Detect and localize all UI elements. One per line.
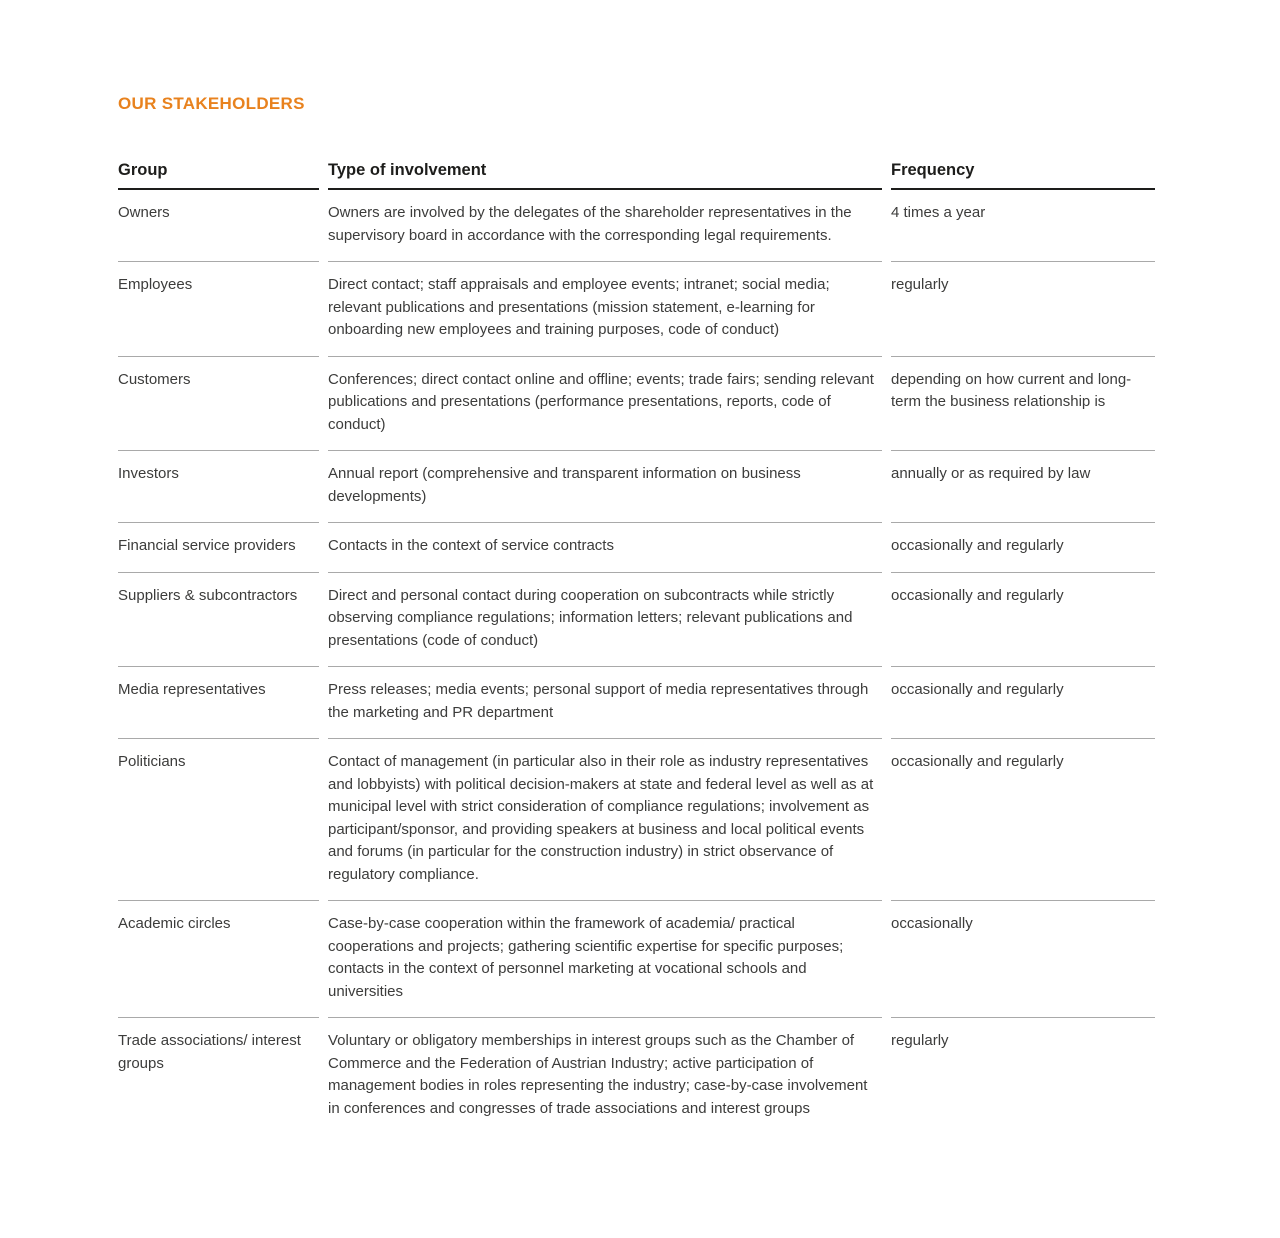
frequency-cell: occasionally and regularly [891, 523, 1155, 573]
group-cell: Financial service providers [118, 523, 319, 573]
page-title: OUR STAKEHOLDERS [118, 94, 305, 113]
group-cell: Suppliers & subcontractors [118, 573, 319, 668]
frequency-cell: 4 times a year [891, 190, 1155, 262]
involvement-cell: Owners are involved by the delegates of the shareholder representatives in the supervisory board in accordance with the corresponding legal requirements. [328, 190, 882, 262]
table-row [118, 573, 1155, 668]
table-row [118, 357, 1155, 452]
involvement-cell: Contact of management (in particular also in their role as industry representatives and lobbyists) with political decision-makers at state and federal level as well as at municipal level with strict consideration of compliance regulations; involvement as participant/sponsor, and providing speakers at business and local political events and forums (in particular for the construction industry) in strict observance of regulatory compliance. [328, 739, 882, 901]
involvement-cell: Voluntary or obligatory memberships in interest groups such as the Chamber of Commerce and the Federation of Austrian Industry; active participation of management bodies in roles representing the industry; case-by-case involvement in conferences and congresses of trade associations and interest groups [328, 1032, 868, 1117]
table-row [118, 451, 1155, 523]
frequency-cell: occasionally and regularly [891, 573, 1155, 668]
table-row [118, 190, 1155, 262]
table-header-row [118, 146, 1155, 190]
column-header-frequency: Frequency [891, 146, 1155, 190]
frequency-cell: occasionally and regularly [891, 667, 1155, 739]
involvement-cell: Annual report (comprehensive and transparent information on business developments) [328, 451, 882, 523]
table-row [118, 739, 1155, 901]
involvement-cell: Conferences; direct contact online and offline; events; trade fairs; sending relevant publications and presentations (performance presentations, reports, code of conduct) [328, 357, 882, 452]
table-row [118, 262, 1155, 357]
involvement-cell: Direct contact; staff appraisals and employee events; intranet; social media; relevant publications and presentations (mission statement, e-learning for onboarding new employees and training purposes, code of conduct) [328, 262, 882, 357]
group-cell: Investors [118, 451, 319, 523]
frequency-cell: depending on how current and long-term the business relationship is [891, 357, 1155, 452]
table-row [118, 1018, 1155, 1134]
group-cell: Media representatives [118, 667, 319, 739]
stakeholders-table [109, 146, 1164, 1134]
frequency-cell: occasionally [891, 901, 1155, 1018]
frequency-cell: occasionally and regularly [891, 739, 1155, 901]
involvement-cell: Case-by-case cooperation within the framework of academia/ practical cooperations and projects; gathering scientific expertise for specific purposes; contacts in the context of personnel marketing at vocational schools and universities [328, 901, 882, 1018]
group-cell: Politicians [118, 739, 319, 901]
group-cell: Academic circles [118, 901, 319, 1018]
group-cell: Employees [118, 262, 319, 357]
group-cell: Owners [118, 190, 319, 262]
table-row [118, 901, 1155, 1018]
frequency-cell: annually or as required by law [891, 451, 1155, 523]
table-row [118, 667, 1155, 739]
frequency-cell: regularly [891, 262, 1155, 357]
frequency-cell: regularly [891, 1032, 949, 1049]
involvement-cell: Press releases; media events; personal support of media representatives through the marketing and PR department [328, 667, 882, 739]
column-header-involvement: Type of involvement [328, 146, 882, 190]
column-header-group: Group [118, 146, 319, 190]
document-page [118, 0, 1155, 1134]
group-cell: Trade associations/ interest groups [118, 1032, 301, 1072]
table-row [118, 523, 1155, 573]
involvement-cell: Direct and personal contact during cooperation on subcontracts while strictly observing compliance regulations; information letters; relevant publications and presentations (code of conduct) [328, 573, 882, 668]
involvement-cell: Contacts in the context of service contracts [328, 523, 882, 573]
group-cell: Customers [118, 357, 319, 452]
